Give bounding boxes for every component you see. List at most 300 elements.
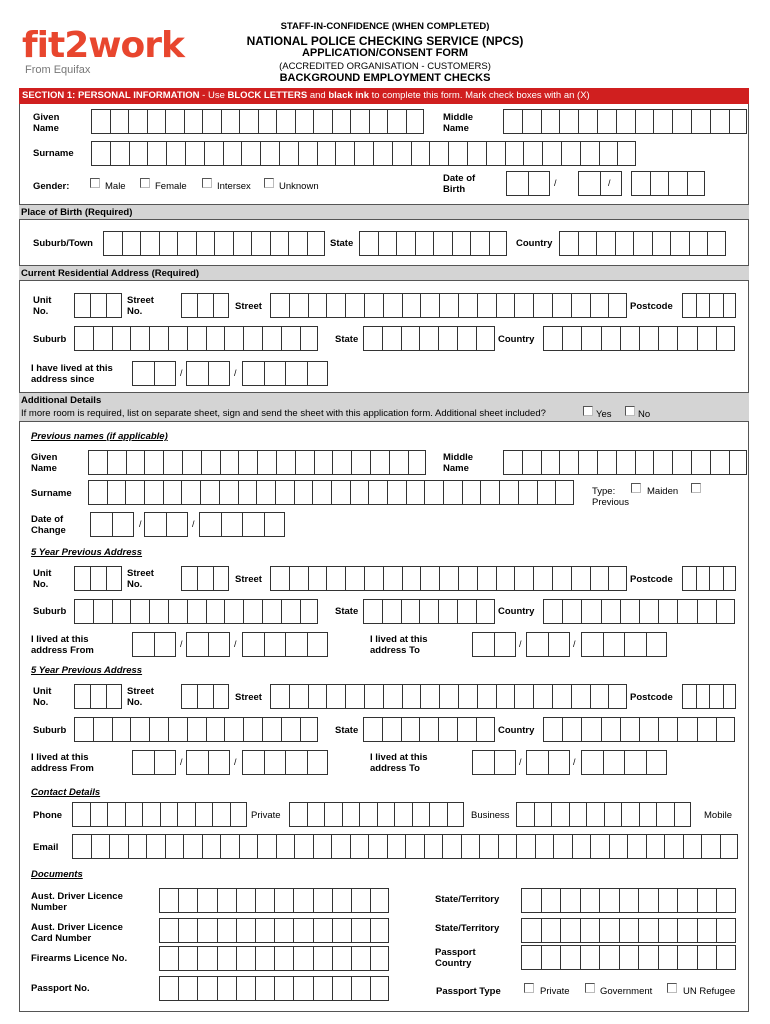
char-box[interactable] [581,599,600,624]
char-box[interactable] [368,480,387,505]
char-box[interactable] [537,480,556,505]
char-box[interactable] [412,802,430,827]
char-box[interactable] [197,566,213,591]
email-boxes[interactable] [72,834,738,859]
char-box[interactable] [601,599,620,624]
char-box[interactable] [90,802,108,827]
char-box[interactable] [562,326,581,351]
char-box[interactable] [521,945,541,970]
char-box[interactable] [307,802,325,827]
char-box[interactable] [370,976,389,1001]
char-box[interactable] [285,361,307,386]
char-box[interactable] [697,918,717,943]
res-street-no-boxes[interactable] [181,293,229,318]
char-box[interactable] [670,231,689,256]
char-box[interactable] [716,326,735,351]
char-box[interactable] [350,834,369,859]
char-box[interactable] [581,632,603,657]
char-box[interactable] [313,834,332,859]
char-box[interactable] [200,480,219,505]
char-box[interactable] [185,141,204,166]
char-box[interactable] [535,834,554,859]
char-box[interactable] [599,945,619,970]
pa2-postcode-boxes[interactable] [682,684,736,709]
char-box[interactable] [74,566,90,591]
char-box[interactable] [160,802,178,827]
char-box[interactable] [217,888,236,913]
char-box[interactable] [255,918,274,943]
char-box[interactable] [696,566,710,591]
char-box[interactable] [197,946,216,971]
char-box[interactable] [279,141,298,166]
char-box[interactable] [729,450,748,475]
passport-no-boxes[interactable] [159,976,389,1001]
char-box[interactable] [677,326,696,351]
char-box[interactable] [154,632,176,657]
char-box[interactable] [202,109,221,134]
char-box[interactable] [716,717,735,742]
char-box[interactable] [230,802,248,827]
res-unit-boxes[interactable] [74,293,122,318]
char-box[interactable] [677,599,696,624]
char-box[interactable] [658,717,677,742]
char-box[interactable] [132,750,154,775]
char-box[interactable] [689,231,708,256]
char-box[interactable] [178,918,197,943]
char-box[interactable] [130,717,149,742]
char-box[interactable] [294,834,313,859]
char-box[interactable] [110,141,129,166]
char-box[interactable] [420,566,439,591]
char-box[interactable] [351,888,370,913]
pa1-from-month-boxes[interactable] [186,632,230,657]
pa2-suburb-boxes[interactable] [74,717,318,742]
char-box[interactable] [723,566,737,591]
char-box[interactable] [202,834,221,859]
char-box[interactable] [187,599,206,624]
pa2-to-year-boxes[interactable] [581,750,667,775]
char-box[interactable] [697,717,716,742]
char-box[interactable] [242,361,264,386]
char-box[interactable] [351,946,370,971]
char-box[interactable] [420,684,439,709]
pa1-street-no-boxes[interactable] [181,566,229,591]
char-box[interactable] [627,834,646,859]
birth-country-boxes[interactable] [559,231,726,256]
char-box[interactable] [159,888,178,913]
char-box[interactable] [470,231,489,256]
char-box[interactable] [559,231,578,256]
char-box[interactable] [638,918,658,943]
char-box[interactable] [289,566,308,591]
char-box[interactable] [270,293,289,318]
char-box[interactable] [103,231,122,256]
char-box[interactable] [275,480,294,505]
char-box[interactable] [621,802,639,827]
char-box[interactable] [88,450,107,475]
char-box[interactable] [125,480,144,505]
char-box[interactable] [168,599,187,624]
char-box[interactable] [653,450,672,475]
char-box[interactable] [672,450,691,475]
char-box[interactable] [600,171,622,196]
char-box[interactable] [331,480,350,505]
char-box[interactable] [496,293,515,318]
char-box[interactable] [295,109,314,134]
char-box[interactable] [197,293,213,318]
char-box[interactable] [603,750,625,775]
char-box[interactable] [74,717,93,742]
licence-card-boxes[interactable] [159,918,389,943]
pa2-to-month-boxes[interactable] [526,750,570,775]
char-box[interactable] [289,684,308,709]
char-box[interactable] [195,802,213,827]
char-box[interactable] [561,141,580,166]
char-box[interactable] [106,684,122,709]
char-box[interactable] [181,293,197,318]
char-box[interactable] [697,599,716,624]
char-box[interactable] [596,231,615,256]
char-box[interactable] [716,918,736,943]
char-box[interactable] [590,566,609,591]
char-box[interactable] [687,171,706,196]
char-box[interactable] [716,888,736,913]
char-box[interactable] [503,450,522,475]
char-box[interactable] [597,450,616,475]
char-box[interactable] [658,945,678,970]
char-box[interactable] [652,231,671,256]
char-box[interactable] [165,834,184,859]
gender-intersex-checkbox[interactable] [202,178,212,188]
char-box[interactable] [580,141,599,166]
char-box[interactable] [293,888,312,913]
char-box[interactable] [533,293,552,318]
char-box[interactable] [646,834,665,859]
type-maiden-checkbox[interactable] [631,483,641,493]
char-box[interactable] [224,599,243,624]
char-box[interactable] [521,888,541,913]
char-box[interactable] [177,802,195,827]
prev-surname-boxes[interactable] [88,480,574,505]
char-box[interactable] [697,326,716,351]
char-box[interactable] [590,684,609,709]
char-box[interactable] [144,450,163,475]
char-box[interactable] [439,684,458,709]
char-box[interactable] [429,802,447,827]
char-box[interactable] [166,512,188,537]
char-box[interactable] [90,566,106,591]
char-box[interactable] [351,450,370,475]
char-box[interactable] [313,888,332,913]
additional-no-checkbox[interactable] [625,406,635,416]
char-box[interactable] [159,918,178,943]
char-box[interactable] [129,141,148,166]
char-box[interactable] [106,566,122,591]
char-box[interactable] [217,946,236,971]
res-since-day-boxes[interactable] [132,361,176,386]
char-box[interactable] [369,109,388,134]
char-box[interactable] [439,566,458,591]
char-box[interactable] [633,231,652,256]
birth-suburb-boxes[interactable] [103,231,325,256]
char-box[interactable] [368,834,387,859]
char-box[interactable] [383,684,402,709]
char-box[interactable] [181,566,197,591]
char-box[interactable] [609,834,628,859]
char-box[interactable] [429,141,448,166]
char-box[interactable] [658,326,677,351]
res-suburb-boxes[interactable] [74,326,318,351]
char-box[interactable] [142,802,160,827]
char-box[interactable] [578,109,597,134]
char-box[interactable] [122,231,141,256]
char-box[interactable] [476,599,495,624]
char-box[interactable] [608,684,627,709]
char-box[interactable] [264,750,286,775]
char-box[interactable] [364,684,383,709]
char-box[interactable] [477,684,496,709]
char-box[interactable] [572,834,591,859]
char-box[interactable] [439,293,458,318]
char-box[interactable] [696,293,710,318]
char-box[interactable] [313,946,332,971]
char-box[interactable] [522,109,541,134]
char-box[interactable] [383,566,402,591]
char-box[interactable] [326,684,345,709]
char-box[interactable] [364,293,383,318]
char-box[interactable] [697,945,717,970]
char-box[interactable] [533,684,552,709]
char-box[interactable] [656,802,674,827]
char-box[interactable] [710,450,729,475]
char-box[interactable] [543,717,562,742]
pa2-to-day-boxes[interactable] [472,750,516,775]
char-box[interactable] [424,834,443,859]
char-box[interactable] [107,480,126,505]
char-box[interactable] [74,599,93,624]
pa1-street-boxes[interactable] [270,566,627,591]
char-box[interactable] [197,976,216,1001]
char-box[interactable] [461,834,480,859]
char-box[interactable] [178,976,197,1001]
char-box[interactable] [224,717,243,742]
dob-month-boxes[interactable] [578,171,622,196]
char-box[interactable] [518,480,537,505]
char-box[interactable] [635,109,654,134]
char-box[interactable] [615,231,634,256]
char-box[interactable] [562,599,581,624]
char-box[interactable] [601,326,620,351]
char-box[interactable] [599,141,618,166]
char-box[interactable] [578,171,600,196]
char-box[interactable] [448,141,467,166]
char-box[interactable] [419,717,438,742]
char-box[interactable] [308,566,327,591]
char-box[interactable] [619,888,639,913]
char-box[interactable] [571,293,590,318]
phone-private-boxes[interactable] [72,802,247,827]
char-box[interactable] [457,717,476,742]
birth-state-boxes[interactable] [359,231,507,256]
char-box[interactable] [683,834,702,859]
char-box[interactable] [646,632,668,657]
char-box[interactable] [382,717,401,742]
char-box[interactable] [242,750,264,775]
char-box[interactable] [581,750,603,775]
char-box[interactable] [424,480,443,505]
passport-country-boxes[interactable] [521,945,736,970]
char-box[interactable] [691,450,710,475]
char-box[interactable] [597,109,616,134]
char-box[interactable] [351,918,370,943]
char-box[interactable] [458,566,477,591]
char-box[interactable] [442,834,461,859]
char-box[interactable] [499,480,518,505]
pa2-from-month-boxes[interactable] [186,750,230,775]
char-box[interactable] [553,834,572,859]
res-postcode-boxes[interactable] [682,293,736,318]
char-box[interactable] [159,946,178,971]
char-box[interactable] [571,566,590,591]
char-box[interactable] [224,326,243,351]
char-box[interactable] [658,918,678,943]
char-box[interactable] [219,480,238,505]
char-box[interactable] [402,684,421,709]
char-box[interactable] [288,231,307,256]
char-box[interactable] [112,512,134,537]
char-box[interactable] [552,684,571,709]
char-box[interactable] [238,450,257,475]
res-since-year-boxes[interactable] [242,361,328,386]
char-box[interactable] [289,293,308,318]
res-street-boxes[interactable] [270,293,627,318]
char-box[interactable] [274,888,293,913]
char-box[interactable] [197,918,216,943]
char-box[interactable] [716,945,736,970]
char-box[interactable] [208,361,230,386]
char-box[interactable] [213,566,229,591]
char-box[interactable] [370,888,389,913]
char-box[interactable] [308,293,327,318]
char-box[interactable] [560,918,580,943]
char-box[interactable] [494,632,516,657]
phone-mobile-boxes[interactable] [516,802,691,827]
char-box[interactable] [438,599,457,624]
char-box[interactable] [548,632,570,657]
char-box[interactable] [221,512,243,537]
char-box[interactable] [370,946,389,971]
char-box[interactable] [522,450,541,475]
char-box[interactable] [107,450,126,475]
char-box[interactable] [541,918,561,943]
licence-number-boxes[interactable] [159,888,389,913]
char-box[interactable] [639,802,657,827]
pa2-from-year-boxes[interactable] [242,750,328,775]
char-box[interactable] [392,141,411,166]
char-box[interactable] [163,480,182,505]
char-box[interactable] [387,480,406,505]
char-box[interactable] [199,512,221,537]
char-box[interactable] [300,326,319,351]
char-box[interactable] [147,141,166,166]
char-box[interactable] [187,717,206,742]
char-box[interactable] [603,632,625,657]
char-box[interactable] [639,717,658,742]
char-box[interactable] [186,632,208,657]
char-box[interactable] [402,293,421,318]
char-box[interactable] [212,802,230,827]
char-box[interactable] [382,599,401,624]
char-box[interactable] [350,480,369,505]
char-box[interactable] [335,141,354,166]
change-month-boxes[interactable] [144,512,188,537]
char-box[interactable] [377,802,395,827]
gender-male-checkbox[interactable] [90,178,100,188]
char-box[interactable] [420,293,439,318]
char-box[interactable] [132,361,154,386]
char-box[interactable] [217,918,236,943]
char-box[interactable] [345,566,364,591]
char-box[interactable] [581,326,600,351]
char-box[interactable] [586,802,604,827]
char-box[interactable] [255,976,274,1001]
char-box[interactable] [363,326,382,351]
char-box[interactable] [382,326,401,351]
char-box[interactable] [307,632,329,657]
licence-state-boxes[interactable] [521,888,736,913]
char-box[interactable] [638,945,658,970]
char-box[interactable] [281,717,300,742]
char-box[interactable] [130,599,149,624]
prev-middle-name-boxes[interactable] [503,450,747,475]
char-box[interactable] [300,717,319,742]
char-box[interactable] [682,566,696,591]
char-box[interactable] [354,141,373,166]
char-box[interactable] [276,834,295,859]
char-box[interactable] [90,512,112,537]
char-box[interactable] [149,599,168,624]
char-box[interactable] [270,566,289,591]
char-box[interactable] [387,834,406,859]
char-box[interactable] [477,566,496,591]
char-box[interactable] [599,918,619,943]
char-box[interactable] [140,231,159,256]
char-box[interactable] [317,141,336,166]
char-box[interactable] [709,293,723,318]
char-box[interactable] [294,480,313,505]
char-box[interactable] [476,326,495,351]
char-box[interactable] [125,802,143,827]
char-box[interactable] [186,750,208,775]
char-box[interactable] [677,945,697,970]
char-box[interactable] [438,717,457,742]
char-box[interactable] [159,976,178,1001]
char-box[interactable] [516,834,535,859]
char-box[interactable] [236,976,255,1001]
char-box[interactable] [620,599,639,624]
char-box[interactable] [364,566,383,591]
pa1-country-boxes[interactable] [543,599,735,624]
char-box[interactable] [590,293,609,318]
char-box[interactable] [168,326,187,351]
char-box[interactable] [182,450,201,475]
char-box[interactable] [548,750,570,775]
char-box[interactable] [668,171,687,196]
char-box[interactable] [467,141,486,166]
char-box[interactable] [635,450,654,475]
char-box[interactable] [208,632,230,657]
char-box[interactable] [163,450,182,475]
